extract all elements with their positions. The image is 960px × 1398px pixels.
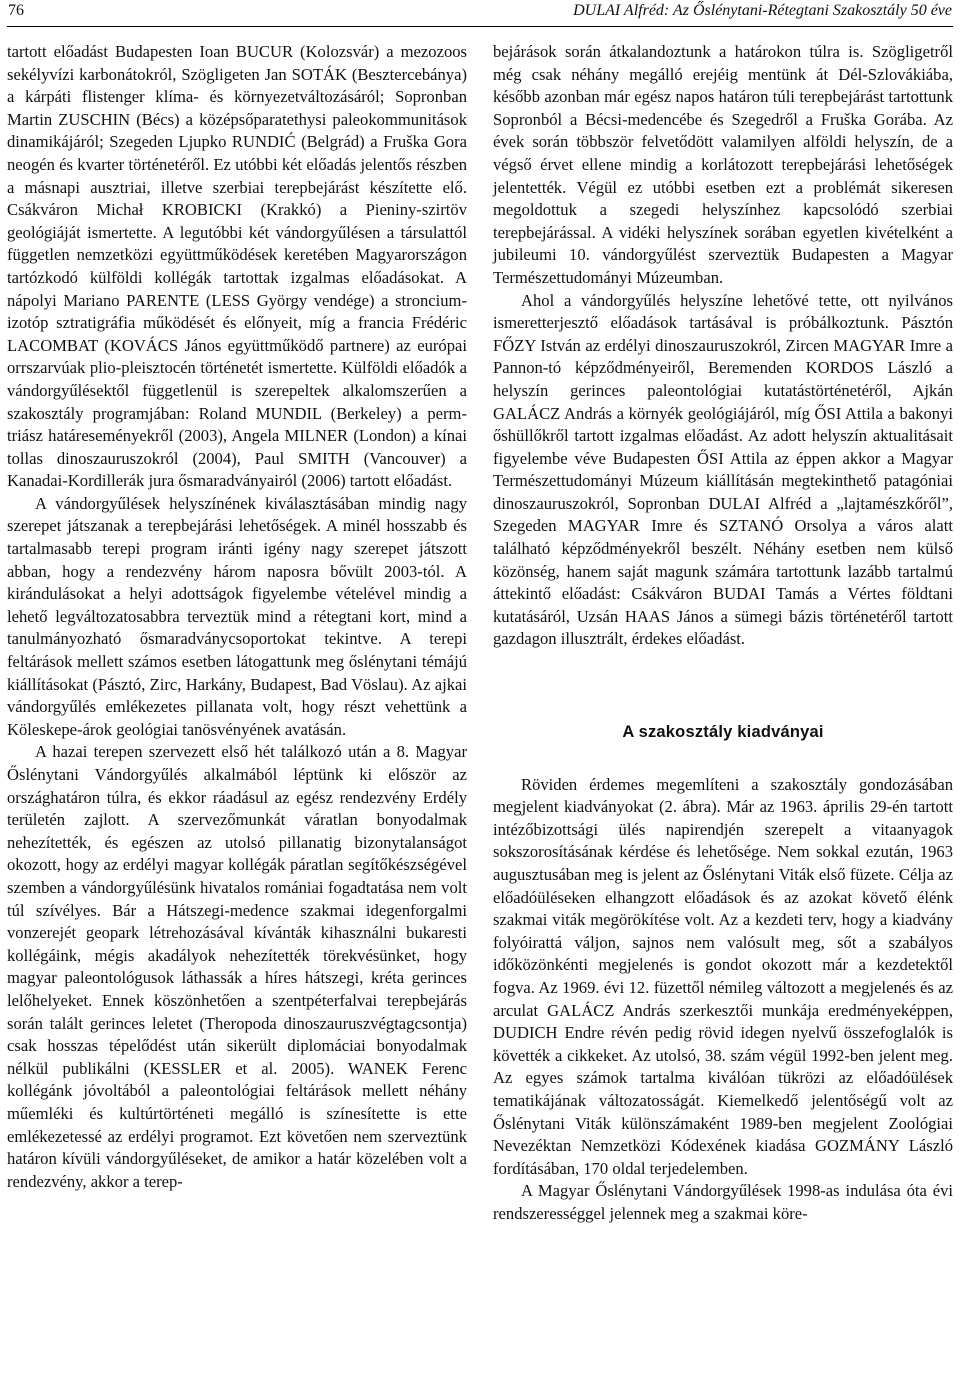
right-column (493, 41, 953, 1226)
paragraph: A vándorgyűlések helyszínének kiválasztásában mindig nagy szerepet játszanak a terepbejárási lehetőségek. A minél hosszabb és tartalmasabb terepi program iránti igény nagy szerepet játszott abban, hogy a rendezvény három naposra bővült 2003-tól. A kirándulásokat a helyi adottságok figyelembe vételével mindig a lehető legváltozatosabbra terveztük mind a rétegtani kort, mind a tanulmányozható ősmaradványcsoportokat tekintve. A terepi feltárások mellett számos esetben látogattunk meg őslénytani témájú kiállításokat (Pásztó, Zirc, Harkány, Budapest, Bad Vöslau). Az ajkai vándorgyűlés emlékezetes pillanata volt, hogy részt vehettünk a Köleskepe-árok geológiai tanösvényének avatásán. (7, 493, 467, 739)
paragraph: bejárások során átkalandoztunk a határokon túlra is. Szögligetről még csak néhány megálló erejéig mentünk át Dél-Szlovákiába, később azonban már egész napos határon túli terepbejárást tartottunk Sopronból a Bécsi-medencébe és Szegedről a Fruška Gorába. Az évek során többször felvetődött valamilyen alföldi helyszín, de a végső érvet ellene mindig a korlátozott terepbejárási lehetőségek jelentették. Végül ez utóbbi esetben ezt a problémát sikeresen megoldottuk a szegedi helyszínhez kapcsolódó szerbiai terepbejárással. A vidéki helyszínek sorában egyetlen kivételként a jubileumi 10. vándorgyűlést szerveztük Budapesten a Magyar Természettudományi Múzeumban. (493, 42, 953, 287)
left-column (7, 41, 467, 1193)
paragraph: tartott előadást Budapesten Ioan BUCUR (Kolozsvár) a mezozoos sekélyvízi karbonátokról, Szögligeten Jan SOTÁK (Besztercebánya) a kárpáti flistenger klíma- és környezetváltozásáról; Sopronban Martin ZUSCHIN (Bécs) a középsőparatethysi paleokommunitások dinamikájáról; Szegeden Ljupko RUNDIĆ (Belgrád) a Fruška Gora neogén és kvarter történetéről. Ez utóbbi két előadás jelentős részben a másnapi ausztriai, illetve szerbiai terepbejárást készítette elő. Csákváron Michał KROBICKI (Krakkó) a Pieniny-szirtöv geológiáját ismertette. A legutóbbi két vándorgyűlésen a társulattól független nemzetközi együttműködések keretében Magyarországon tartózkodó külföldi kollégák tartottak izgalmas előadásokat. A nápolyi Mariano PARENTE (LESS György vendége) a stroncium-izotóp sztratigráfia működését és előnyeit, míg a francia Frédéric LACOMBAT (KOVÁCS János együttműködő partnere) az európai orrszarvúak plio-pleisztocén történetét ismertette. Külföldi előadók a vándorgyűlésektől függetlenül is szerepeltek alkalomszerűen a szakosztály programjában: Roland MUNDIL (Berkeley) a perm-triász határeseményekről (2003), Angela MILNER (London) a kínai tollas dinoszauruszokról (2004), Paul SMITH (Vancouver) a Kanadai-Kordillerák jura ősmaradványairól (2006) tartott előadást. (7, 42, 467, 491)
paragraph: A hazai terepen szervezett első hét találkozó után a 8. Magyar Őslénytani Vándorgyűlés alkalmából léptünk ki először az országhatáron túlra, és ekkor ráadásul az egész rendezvény Erdély területén zajlott. A szervezőmunkát váratlan bonyodalmak nehezítették, és egészen az utolsó pillanatig bizonytalanságot okozott, hogy az erdélyi magyar kollégák páratlan segítőkészségével szemben a vándorgyűlésünk hivatalos romániai fogadtatása nem volt túl szívélyes. Bár a Hátszegi-medence szakmai idegenforgalmi vonzerejét geopark létrehozásával kívánták kihasználni bukaresti kollégáink, mégis akadályok nehezítették törekvésünket, hogy magyar paleontológusok láthassák a híres hátszegi, kréta gerinces lelőhelyeket. Ennek köszönhetően a szentpéterfalvai terepbejárás során talált gerinces leletet (Theropoda dinoszauruszvégtagcsontja) csak hosszas tépelődést után sikerült diplomáciai bonyodalmak nélkül publikálni (KESSLER et al. 2005). WANEK Ferenc kollégánk jóvoltából a paleontológiai feltárások mellett néhány műemléki és kultúrtörténeti megálló is színesítette is ette emlékezetessé az erdélyi programot. Ezt követően nem szerveztünk határon kívüli vándorgyűléseket, de amikor a határ közelében volt a rendezvény, akkor a terep- (7, 742, 467, 1191)
paragraph: Ahol a vándorgyűlés helyszíne lehetővé tette, ott nyilvános ismeretterjesztő előadások tartásával is próbálkoztunk. Pásztón FŐZY István az erdélyi dinoszauruszokról, Zircen MAGYAR Imre a Pannon-tó képződményeiről, Beremenden KORDOS László a helyszín gerinces paleontológiai kutatástörténetéről, Ajkán GALÁCZ András a környék geológiájáról, míg ŐSI Attila a bakonyi őshüllőkről tartott izgalmas előadást. Az adott helyszín aktualitásait figyelembe véve Budapesten ŐSI Attila az éppen akkor a Magyar Természettudományi Múzeum kiállításán megtekinthető patagóniai dinoszauruszokról, Sopronban DULAI Alfréd a „lajtamészkőről”, Szegeden MAGYAR Imre és SZTANÓ Orsolya a város alatt található képződményekről beszélt. Néhány esetben nem külső közönség, hanem saját magunk számára tartottunk lazább tartalmú áttekintő előadást: Csákváron BUDAI Tamás a Vértes földtani kutatásáról, Uzsán HAAS János a sümegi bázis történetéről tartott gazdagon illusztrált, érdekes előadást. (493, 290, 953, 649)
page-number: 76 (8, 2, 24, 19)
paragraph: Röviden érdemes megemlíteni a szakosztály gondozásában megjelent kiadványokat (2. ábra). Már az 1963. április 29-én tartott intézőbizottsági ülés napirendjén szerepelt a vitaanyagok sokszorosításának kérdése és lehetősége. Nem sokkal ezután, 1963 augusztusában meg is jelent az Őslénytani Viták első füzete. Célja az előadóüléseken elhangzott előadások és az azokat követő élénk szakmai viták megörökítése volt. Az a kezdeti terv, hogy a kiadvány folyóirattá váljon, sajnos nem valósult meg, sőt a szabályos időközönkénti megjelenés is gondot okozott már a kezdetektől fogva. Az 1969. évi 12. füzettől némileg változott a megjelenés és az arculat GALÁCZ András szerkesztői munkája eredményeképpen, DUDICH Endre révén pedig rövid idegen nyelvű összefoglalók is követték a cikkeket. Az utolsó, 38. szám végül 1992-ben jelent meg. Az egyes számok tartalma kiválóan tükrözi az előadóülések tematikájának változatosságát. Kiemelkedő jelentőségű volt az Őslénytani Viták különszámaként 1989-ben megjelent Zoológiai Nevezéktan Nemzetközi Kódexének kiadása GOZMÁNY László fordításában, 170 oldal terjedelemben. (493, 774, 953, 1178)
running-header (7, 0, 953, 27)
paragraph: A Magyar Őslénytani Vándorgyűlések 1998-as indulása óta évi rendszerességgel jelennek meg a szakmai köre- (493, 1181, 953, 1223)
section-heading: A szakosztály kiadványai (622, 723, 824, 742)
running-title: DULAI Alfréd: Az Őslénytani-Rétegtani Szakosztály 50 éve (573, 2, 952, 19)
